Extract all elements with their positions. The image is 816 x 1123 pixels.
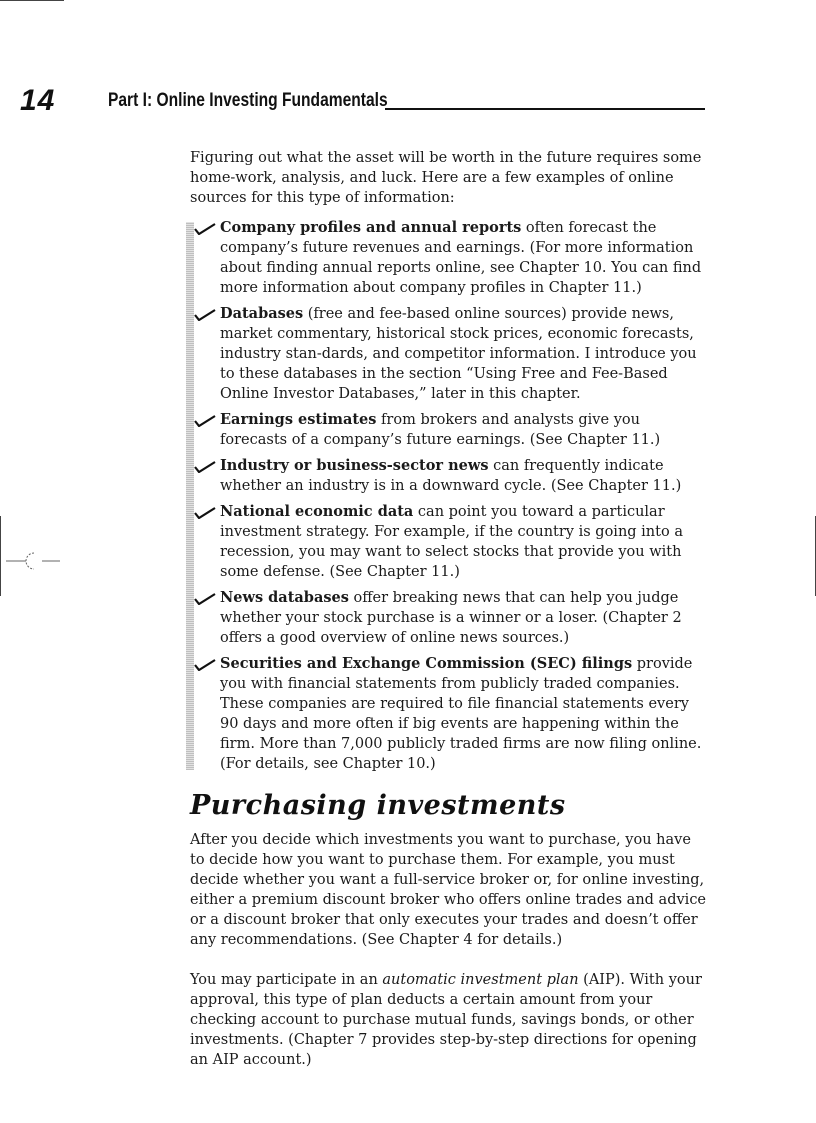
bullet-text: can frequently indicate whether an industry is in a downward cycle. (See Chapter 11.) (220, 458, 682, 494)
check-icon (194, 223, 216, 235)
check-icon (194, 593, 216, 605)
bullet-term: Company profiles and annual reports (220, 219, 522, 236)
bullet-term: Industry or business-sector news (220, 457, 489, 474)
bullet-term: Earnings estimates (220, 411, 377, 428)
check-icon (194, 461, 216, 473)
body-paragraph (190, 970, 710, 1070)
running-head: Part I: Online Investing Fundamentals (108, 90, 388, 111)
check-icon (194, 507, 216, 519)
bullet-term: Securities and Exchange Commission (SEC) filings (220, 655, 633, 672)
intro-paragraph: Figuring out what the asset will be worth in the future requires some home-work, analysis, and luck. Here are a few examples of online sources for this type of information: (190, 150, 702, 206)
section-heading: Purchasing investments (190, 790, 566, 821)
bullet-text: often forecast the company’s future revenues and earnings. (For more information about finding annual reports online, see Chapter 10. You can find more information about company profiles in Chapter 11.) (220, 220, 702, 296)
bullet-text: offer breaking news that can help you judge whether your stock purchase is a winner or a loser. (Chapter 2 offers a good overview of online news sources.) (220, 590, 682, 646)
list-item (220, 456, 710, 496)
body-paragraph: After you decide which investments you want to purchase, you have to decide how you want to purchase them. For example, you must decide whether you want a full-service broker or, for online investing, either a premium discount broker who offers online trades and advice or a discount broker that only executes your trades and doesn’t offer any recommendations. (See Chapter 4 for details.) (190, 832, 707, 948)
list-item (220, 502, 710, 582)
sidebar-bar (186, 222, 194, 770)
list-item (220, 218, 710, 298)
crop-mark-top (0, 0, 64, 1)
paragraph-text: You may participate in an (190, 972, 383, 988)
list-item (220, 304, 710, 404)
check-icon (194, 309, 216, 321)
bullet-list (190, 218, 710, 774)
bullet-text: (free and fee-based online sources) provide news, market commentary, historical stock prices, economic forecasts, industry stan-dards, and competitor information. I introduce you to these databases in the section “Using Free and Fee-Based Online Investor Databases,” later in this chapter. (220, 306, 697, 402)
paragraph-text: (AIP). With your approval, this type of plan deducts a certain amount from your checking account to purchase mutual funds, savings bonds, or other investments. (Chapter 7 provides step-by-step directions for opening an AIP account.) (190, 972, 702, 1068)
page-body (190, 148, 710, 1090)
list-item (220, 654, 710, 774)
list-item (220, 588, 710, 648)
page-number: 14 (20, 84, 56, 117)
emphasized-term: automatic investment plan (382, 972, 579, 988)
check-icon (194, 659, 216, 671)
bullet-text: can point you toward a particular investment strategy. For example, if the country is going into a recession, you may want to select stocks that provide you with some defense. (See Chapter 11.) (220, 504, 683, 580)
bullet-text: provide you with financial statements from publicly traded companies. These companies are required to file financial statements every 90 days and more often if big events are happening within the firm. More than 7,000 publicly traded firms are now filing online. (For details, see Chapter 10.) (220, 656, 702, 772)
check-icon (194, 415, 216, 427)
crop-mark-left (0, 516, 1, 596)
registration-mark-icon (4, 548, 62, 574)
bullet-term: National economic data (220, 503, 414, 520)
bullet-text: from brokers and analysts give you forecasts of a company’s future earnings. (See Chapter 11.) (220, 412, 661, 448)
bullet-term: Databases (220, 305, 304, 322)
page-header (20, 86, 710, 116)
list-item (220, 410, 710, 450)
bullet-term: News databases (220, 589, 349, 606)
header-rule (385, 108, 705, 110)
